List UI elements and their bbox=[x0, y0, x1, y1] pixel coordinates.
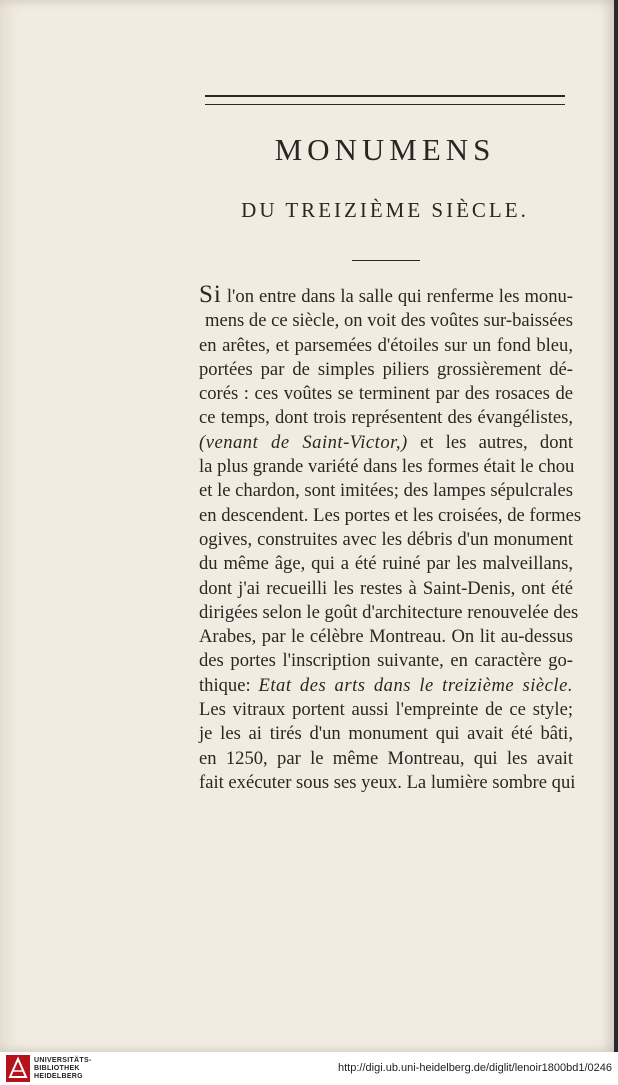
page-title: MONUMENS bbox=[274, 132, 496, 167]
text-line: du même âge, qui a été ruiné par les malveillans, bbox=[199, 553, 573, 575]
text-line: corés : ces voûtes se terminent par des rosaces de bbox=[199, 383, 573, 405]
text-line: en 1250, par le même Montreau, qui les avait bbox=[199, 747, 573, 769]
text-line: Les vitraux portent aussi l'empreinte de ce style; bbox=[199, 699, 573, 721]
drop-cap: Si bbox=[199, 281, 222, 308]
header-double-rule bbox=[205, 95, 565, 105]
viewer-footer bbox=[0, 1052, 618, 1085]
text-line: dont j'ai recueilli les restes à Saint-Denis, ont été bbox=[199, 577, 573, 599]
text-line: mens de ce siècle, on voit des voûtes sur-baissées bbox=[205, 310, 573, 332]
university-seal-icon bbox=[6, 1055, 30, 1082]
text-line: fait exécuter sous ses yeux. La lumière sombre qui bbox=[199, 771, 576, 793]
text-line: Si l'on entre dans la salle qui renferme les monu- bbox=[199, 281, 573, 308]
text-line: ogives, construites avec les débris d'un monument bbox=[199, 528, 573, 550]
text-line: ce temps, dont trois représentent des évangélistes, bbox=[199, 407, 573, 429]
text-line: je les ai tirés d'un monument qui avait été bâti, bbox=[199, 723, 573, 745]
page-subtitle: DU TREIZIÈME SIÈCLE. bbox=[241, 198, 529, 222]
text-line: la plus grande variété dans les formes était le chou bbox=[199, 456, 575, 478]
text-line: en arêtes, et parsemées d'étoiles sur un fond bleu, bbox=[199, 334, 573, 356]
source-url[interactable]: http://digi.ub.uni-heidelberg.de/diglit/lenoir1800bd1/0246 bbox=[338, 1062, 612, 1074]
text-line: Arabes, par le célèbre Montreau. On lit au-dessus bbox=[199, 626, 573, 648]
text-line: dirigées selon le goût d'architecture renouvelée des bbox=[199, 601, 579, 623]
text-line: portées par de simples piliers grossièrement dé- bbox=[199, 358, 573, 380]
text-line: des portes l'inscription suivante, en caractère go- bbox=[199, 650, 573, 672]
body-paragraph bbox=[199, 281, 582, 795]
italic-inscription: Etat des arts dans le treizième siècle. bbox=[258, 674, 573, 696]
italic-text: (venant de Saint-Victor,) bbox=[199, 431, 408, 453]
title-divider bbox=[352, 260, 420, 261]
institution-name: UNIVERSITÄTS- BIBLIOTHEK HEIDELBERG bbox=[34, 1057, 92, 1080]
text-line: et le chardon, sont imitées; des lampes sépulcrales bbox=[199, 480, 573, 502]
text-line: thique: Etat des arts dans le treizième siècle. bbox=[199, 674, 573, 696]
text-line: (venant de Saint-Victor,) et les autres, dont bbox=[199, 431, 573, 453]
text-line: en descendent. Les portes et les croisées, de formes bbox=[199, 504, 582, 526]
